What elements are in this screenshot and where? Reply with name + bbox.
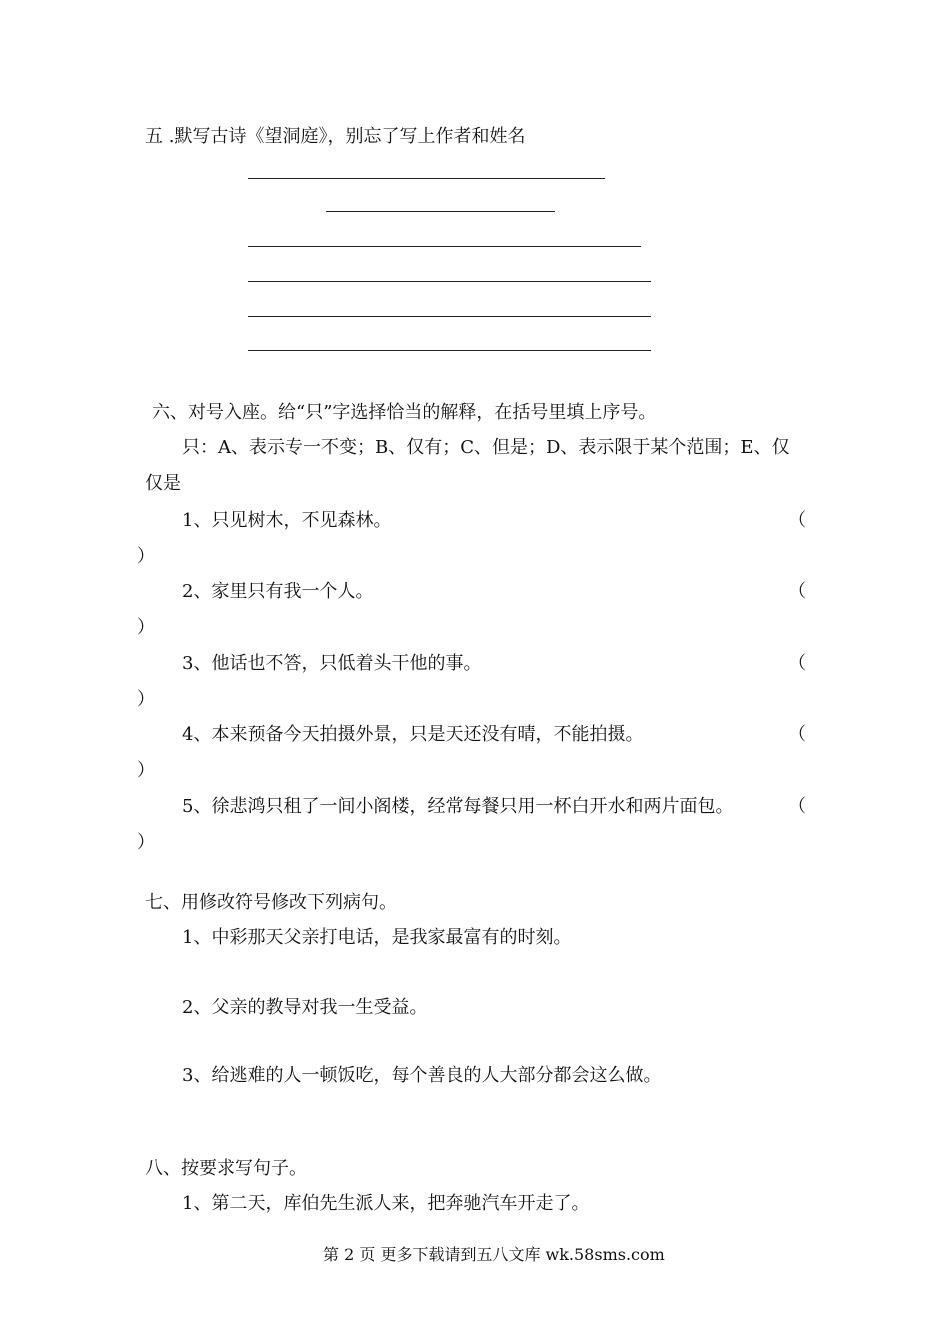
section6-item-1: 1、只见树木，不见森林。 (182, 510, 392, 531)
answer-open-paren-5[interactable]: （ (788, 796, 806, 817)
poem-author-blank[interactable] (326, 211, 555, 212)
section8-heading: 八、按要求写句子。 (145, 1158, 307, 1179)
section7-heading: 七、用修改符号修改下列病句。 (145, 892, 397, 913)
answer-close-paren-4[interactable]: ） (137, 760, 155, 781)
section6-item-4: 4、本来预备今天拍摄外景，只是天还没有晴，不能拍摄。 (182, 724, 644, 745)
poem-line-blank-3[interactable] (248, 316, 651, 317)
poem-title-blank[interactable] (248, 178, 605, 179)
poem-line-blank-2[interactable] (248, 281, 651, 282)
section6-heading: 六、对号入座。给“只”字选择恰当的解释，在括号里填上序号。 (152, 402, 657, 423)
section6-item-5: 5、徐悲鸿只租了一间小阁楼，经常每餐只用一杯白开水和两片面包。 (182, 796, 734, 817)
section7-item-2: 2、父亲的教导对我一生受益。 (182, 997, 428, 1018)
answer-open-paren-4[interactable]: （ (788, 724, 806, 745)
answer-open-paren-2[interactable]: （ (788, 581, 806, 602)
poem-line-blank-1[interactable] (248, 246, 641, 247)
section6-options-line2: 仅是 (145, 473, 181, 494)
answer-open-paren-1[interactable]: （ (788, 510, 806, 531)
section6-options-line1: 只：A、表示专一不变；B、仅有；C、但是；D、表示限于某个范围；E、仅 (182, 437, 790, 458)
section6-item-3: 3、他话也不答，只低着头干他的事。 (182, 653, 482, 674)
section6-item-2: 2、家里只有我一个人。 (182, 581, 374, 602)
answer-close-paren-5[interactable]: ） (137, 832, 155, 853)
section7-item-1: 1、中彩那天父亲打电话，是我家最富有的时刻。 (182, 927, 572, 948)
answer-open-paren-3[interactable]: （ (788, 653, 806, 674)
page-footer: 第 2 页 更多下载请到五八文库 wk.58sms.com (323, 1245, 665, 1264)
poem-line-blank-4[interactable] (248, 350, 651, 351)
answer-close-paren-3[interactable]: ） (137, 689, 155, 710)
section5-heading: 五 .默写古诗《望洞庭》，别忘了写上作者和姓名 (145, 126, 526, 147)
answer-close-paren-2[interactable]: ） (137, 617, 155, 638)
section8-item-1: 1、第二天，库伯先生派人来，把奔驰汽车开走了。 (182, 1193, 590, 1214)
section7-item-3: 3、给逃难的人一顿饭吃，每个善良的人大部分都会这么做。 (182, 1065, 662, 1086)
answer-close-paren-1[interactable]: ） (137, 546, 155, 567)
